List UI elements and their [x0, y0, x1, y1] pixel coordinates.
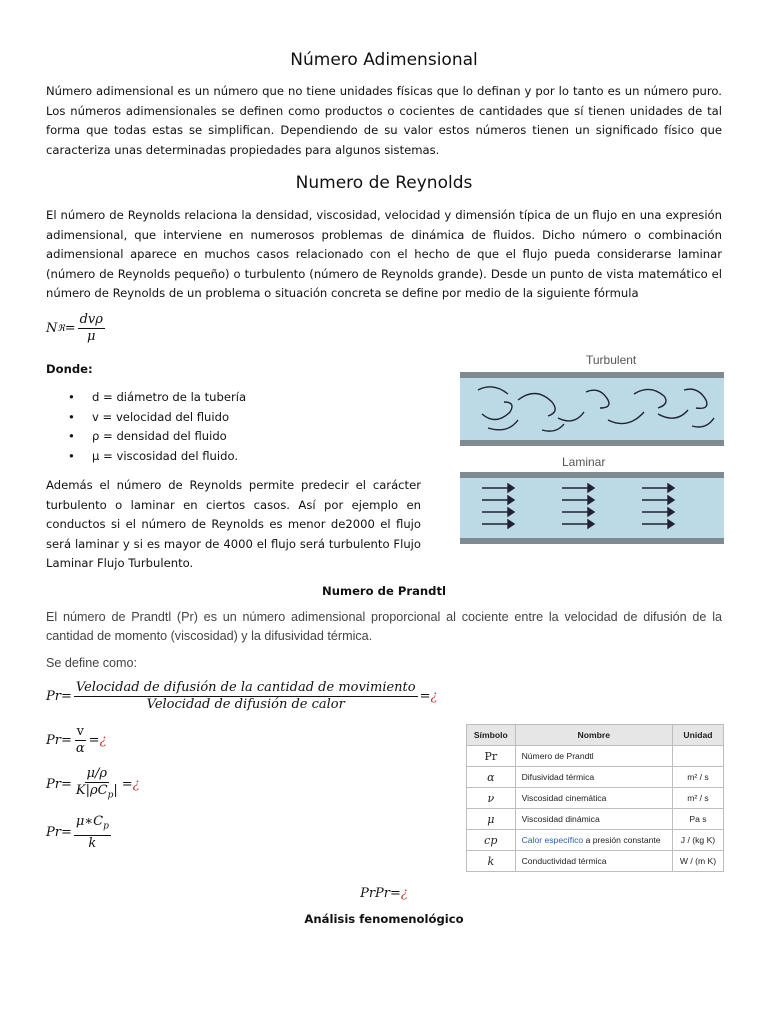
flow-diagram	[458, 348, 726, 548]
reynolds-fraction	[78, 312, 105, 345]
reynolds-lhs: N	[46, 321, 58, 336]
fraction-denominator: α	[75, 741, 85, 756]
header-nombre: Nombre	[515, 725, 672, 746]
reynolds-denominator: μ	[87, 329, 96, 344]
title-prandtl: Numero de Prandtl	[322, 584, 446, 598]
table-row	[467, 746, 724, 767]
unit-cell: m² / s	[672, 767, 723, 788]
equals-sign: =	[419, 689, 431, 704]
unknown-symbol: ¿	[430, 689, 438, 704]
pr-symbol: Pr	[46, 733, 61, 748]
symbol-cell: α	[467, 767, 516, 788]
table-row	[467, 767, 724, 788]
prandtl-formula-2	[46, 724, 107, 757]
fraction-numerator: Velocidad de difusión de la cantidad de movimiento	[75, 680, 416, 695]
se-define-label: Se define como:	[46, 656, 138, 670]
name-link[interactable]: Difusividad térmica	[515, 767, 672, 788]
fraction-numerator: v	[76, 724, 84, 739]
prandtl-fraction-4	[74, 814, 111, 852]
prandtl-formula-4	[46, 814, 113, 852]
reynolds-sub: ℜ	[57, 323, 65, 334]
table-row	[467, 830, 724, 851]
unknown-symbol: ¿	[99, 733, 107, 748]
pr-symbol: Pr	[46, 689, 61, 704]
list-item: • v = velocidad del fluido	[46, 408, 426, 428]
fraction-numerator	[74, 814, 111, 836]
unit-cell: Pa s	[672, 809, 723, 830]
turbulent-bottom-wall	[460, 440, 724, 446]
table-row	[467, 788, 724, 809]
fraction-denominator: k	[88, 835, 97, 851]
title-numero-adimensional: Número Adimensional	[290, 50, 478, 70]
unit-cell: m² / s	[672, 788, 723, 809]
name-link[interactable]: Calor específico	[521, 835, 584, 845]
reynolds-eq: =	[64, 321, 76, 336]
fraction-denominator: Velocidad de difusión de calor	[146, 697, 345, 712]
table-row	[467, 851, 724, 872]
name-cell: Viscosidad dinámica	[515, 809, 672, 830]
paragraph-prandtl: El número de Prandtl (Pr) es un número adimensional proporcional al cociente entre la velocidad de difusión de la cantidad de momento (viscosidad) y la difusividad térmica.	[46, 610, 722, 643]
prandtl-fraction-1	[74, 680, 418, 713]
paragraph-laminar-turbulent: Además el número de Reynolds permite predecir el carácter turbulento o laminar en ciertos casos. Así por ejemplo en conductos si el número de Reynolds es menor de2000 el flujo será laminar y si es mayor de 4000 el flujo será turbulento Flujo Laminar Flujo Turbulento.	[46, 478, 421, 570]
equals-sign: =	[60, 733, 72, 748]
equals-sign: =	[88, 733, 100, 748]
flow-figure	[458, 348, 726, 548]
prandtl-fraction-3	[74, 766, 120, 804]
symbol-cell: k	[467, 851, 516, 872]
prandtl-final-formula	[0, 886, 768, 901]
table-header-row	[467, 725, 724, 746]
unit-cell	[672, 746, 723, 767]
final-formula-text: PrPr=	[360, 886, 401, 901]
list-item: • d = diámetro de la tubería	[46, 388, 426, 408]
list-item: • μ = viscosidad del fluido.	[46, 447, 426, 467]
paragraph-adimensional: Número adimensional es un número que no tiene unidades físicas que lo definan y por lo tanto es un número puro. Los números adimensionales se definen como productos o cocientes de cantidades que sí tienen unidades de tal forma que todas estas se simplifican. Dependiendo de su valor estos números tienen un significado físico que caracteriza unas determinadas propiedades para algunos sistemas.	[46, 84, 722, 157]
fraction-denominator	[74, 783, 120, 804]
denominator-text: K|ρC	[75, 783, 108, 798]
symbol-cell: cp	[467, 830, 516, 851]
turbulent-pipe	[460, 374, 724, 446]
list-item: • ρ = densidad del fluido	[46, 427, 426, 447]
unknown-symbol: ¿	[132, 777, 140, 793]
denominator-close: |	[113, 783, 118, 798]
reynolds-formula	[46, 312, 107, 345]
unknown-symbol: ¿	[400, 886, 408, 901]
header-simbolo: Símbolo	[467, 725, 516, 746]
variables-list	[46, 388, 426, 466]
pr-symbol: Pr	[46, 777, 61, 793]
laminar-label: Laminar	[562, 455, 606, 469]
title-reynolds: Numero de Reynolds	[295, 173, 473, 193]
title-analisis: Análisis fenomenológico	[304, 912, 464, 926]
pr-symbol: Pr	[46, 825, 61, 841]
name-suffix: a presión constante	[583, 835, 661, 845]
equals-sign: =	[60, 777, 72, 793]
table-row	[467, 809, 724, 830]
paragraph-reynolds: El número de Reynolds relaciona la densidad, viscosidad, velocidad y dimensión típica de un flujo en una expresión adimensional, que interviene en numerosos problemas de dinámica de fluidos. Dicho número o combinación adimensional aparece en muchos casos relacionado con el hecho de que el flujo pueda considerarse laminar (número de Reynolds pequeño) o turbulento (número de Reynolds grande). Desde un punto de vista matemático el número de Reynolds de un problema o situación concreta se define por medio de la siguiente fórmula	[46, 208, 722, 300]
reynolds-numerator: dvρ	[79, 312, 103, 327]
laminar-top-wall	[460, 472, 724, 478]
numerator-sub: p	[103, 821, 109, 832]
donde-label: Donde:	[46, 362, 93, 376]
name-link[interactable]: Viscosidad cinemática	[515, 788, 672, 809]
unit-cell: W / (m K)	[672, 851, 723, 872]
fraction-numerator: μ/ρ	[86, 766, 108, 781]
equals-sign: =	[60, 825, 72, 841]
name-link[interactable]: Conductividad térmica	[515, 851, 672, 872]
prandtl-symbol-table	[466, 724, 724, 872]
symbol-cell: μ	[467, 809, 516, 830]
unit-cell: J / (kg K)	[672, 830, 723, 851]
symbol-cell: Pr	[467, 746, 516, 767]
numerator-text: μ∗C	[75, 814, 104, 829]
equals-sign: =	[121, 777, 133, 793]
equals-sign: =	[60, 689, 72, 704]
name-cell	[515, 830, 672, 851]
header-unidad: Unidad	[672, 725, 723, 746]
prandtl-formula-3	[46, 766, 140, 804]
symbol-cell: ν	[467, 788, 516, 809]
turbulent-label: Turbulent	[586, 353, 637, 367]
turbulent-top-wall	[460, 372, 724, 378]
prandtl-fraction-2	[74, 724, 87, 757]
prandtl-formula-1	[46, 680, 437, 713]
denominator-sub: p	[107, 790, 114, 801]
name-cell: Número de Prandtl	[515, 746, 672, 767]
laminar-bottom-wall	[460, 538, 724, 544]
